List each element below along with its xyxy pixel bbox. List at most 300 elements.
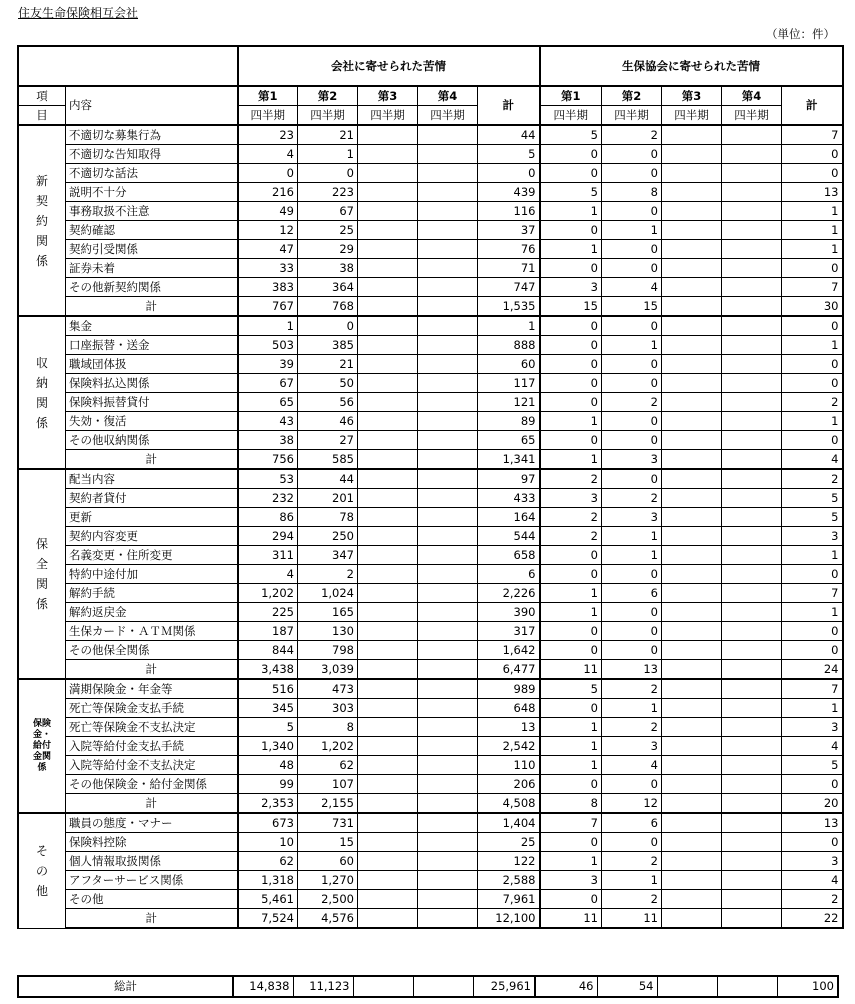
assoc-q1-cell: 0 xyxy=(540,393,602,412)
table-row xyxy=(18,584,843,603)
assoc-q1-cell: 1 xyxy=(540,202,602,221)
section-total-label: 計 xyxy=(66,450,238,470)
company-q4-cell xyxy=(418,259,478,278)
company-q1-total: 7,524 xyxy=(238,909,298,929)
assoc-q3-cell xyxy=(662,852,722,871)
company-q1-cell: 345 xyxy=(238,699,298,718)
assoc-q1-cell: 0 xyxy=(540,699,602,718)
company-q1-cell: 10 xyxy=(238,833,298,852)
assoc-q4-cell xyxy=(722,508,782,527)
company-sum-cell: 1 xyxy=(478,316,540,336)
company-sum-cell: 97 xyxy=(478,469,540,489)
company-sum-cell: 121 xyxy=(478,393,540,412)
company-q2-cell: 25 xyxy=(298,221,358,240)
company-q3-total xyxy=(358,794,418,814)
assoc-q2-cell: 0 xyxy=(602,316,662,336)
assoc-q4-cell xyxy=(722,756,782,775)
company-q3-cell xyxy=(358,603,418,622)
company-sum-cell: 206 xyxy=(478,775,540,794)
company-q1-cell: 844 xyxy=(238,641,298,660)
assoc-q2-cell: 2 xyxy=(602,489,662,508)
assoc-q3-cell xyxy=(662,508,722,527)
company-q3-cell xyxy=(358,508,418,527)
row-item: 契約内容変更 xyxy=(66,527,238,546)
assoc-q3-cell xyxy=(662,813,722,833)
assoc-q4-cell xyxy=(722,374,782,393)
assoc-q1-cell: 0 xyxy=(540,164,602,183)
company-q2-cell: 165 xyxy=(298,603,358,622)
company-q4-cell xyxy=(418,852,478,871)
company-q4-cell xyxy=(418,202,478,221)
company-sum-header: 計 xyxy=(478,86,540,125)
grand-total-assoc-q3 xyxy=(657,976,717,997)
assoc-q3-cell xyxy=(662,871,722,890)
assoc-q2-cell: 0 xyxy=(602,833,662,852)
company-q1-cell: 1 xyxy=(238,316,298,336)
assoc-q2-cell: 6 xyxy=(602,813,662,833)
company-q2-cell: 67 xyxy=(298,202,358,221)
company-sum-cell: 110 xyxy=(478,756,540,775)
assoc-q2-cell: 2 xyxy=(602,890,662,909)
row-item: 解約返戻金 xyxy=(66,603,238,622)
assoc-q4-cell xyxy=(722,278,782,297)
company-q1-cell: 99 xyxy=(238,775,298,794)
table-row xyxy=(18,336,843,355)
company-q2-header: 第2 xyxy=(298,86,358,106)
table-row xyxy=(18,890,843,909)
company-q4-cell xyxy=(418,756,478,775)
row-item: その他新契約関係 xyxy=(66,278,238,297)
company-q2-cell: 1,270 xyxy=(298,871,358,890)
assoc-q1-cell: 0 xyxy=(540,316,602,336)
company-q2-cell: 1,202 xyxy=(298,737,358,756)
section-total-label: 計 xyxy=(66,909,238,929)
grand-total-company-q4 xyxy=(413,976,473,997)
assoc-q1-cell: 0 xyxy=(540,641,602,660)
assoc-q4-cell xyxy=(722,699,782,718)
table-row xyxy=(18,508,843,527)
assoc-q1-cell: 3 xyxy=(540,278,602,297)
row-item: アフターサービス関係 xyxy=(66,871,238,890)
assoc-sum-cell: 0 xyxy=(782,259,843,278)
assoc-sum-total: 30 xyxy=(782,297,843,317)
company-q3-cell xyxy=(358,679,418,699)
company-q2-cell: 2 xyxy=(298,565,358,584)
item-header-bottom: 目 xyxy=(18,106,66,126)
category-label: 保険金・給付金関係 xyxy=(18,679,66,813)
assoc-sum-cell: 2 xyxy=(782,890,843,909)
assoc-q2-cell: 0 xyxy=(602,565,662,584)
assoc-q3-cell xyxy=(662,316,722,336)
assoc-q4-cell xyxy=(722,259,782,278)
assoc-q4-cell xyxy=(722,546,782,565)
company-q1-cell: 5 xyxy=(238,718,298,737)
company-q3-cell xyxy=(358,641,418,660)
company-q3-cell xyxy=(358,737,418,756)
table-row xyxy=(18,737,843,756)
grand-total-row xyxy=(18,976,838,997)
row-item: 契約者貸付 xyxy=(66,489,238,508)
row-item: 配当内容 xyxy=(66,469,238,489)
company-q1-cell: 86 xyxy=(238,508,298,527)
company-q4-cell xyxy=(418,355,478,374)
table-row xyxy=(18,412,843,431)
assoc-q4-cell xyxy=(722,412,782,431)
assoc-sum-cell: 0 xyxy=(782,565,843,584)
company-q1-cell: 1,202 xyxy=(238,584,298,603)
assoc-sum-cell: 7 xyxy=(782,125,843,145)
company-q4-cell xyxy=(418,622,478,641)
assoc-q4-cell xyxy=(722,833,782,852)
assoc-q2-cell: 1 xyxy=(602,871,662,890)
assoc-q2-total: 13 xyxy=(602,660,662,680)
assoc-sum-cell: 4 xyxy=(782,737,843,756)
company-q4-cell xyxy=(418,833,478,852)
company-q4-cell xyxy=(418,699,478,718)
company-q2-cell: 107 xyxy=(298,775,358,794)
assoc-q1-cell: 0 xyxy=(540,259,602,278)
company-q1-cell: 48 xyxy=(238,756,298,775)
company-q1-cell: 187 xyxy=(238,622,298,641)
company-q2-cell: 56 xyxy=(298,393,358,412)
company-sum-cell: 5 xyxy=(478,145,540,164)
company-q4-cell xyxy=(418,164,478,183)
assoc-q1-total: 11 xyxy=(540,909,602,929)
assoc-q2-cell: 0 xyxy=(602,164,662,183)
assoc-q2-cell: 3 xyxy=(602,508,662,527)
grand-total-assoc-q2: 54 xyxy=(597,976,657,997)
section-total-row xyxy=(18,450,843,470)
assoc-q2-cell: 0 xyxy=(602,259,662,278)
assoc-sum-header: 計 xyxy=(782,86,843,125)
company-q1-cell: 216 xyxy=(238,183,298,202)
company-q3-cell xyxy=(358,240,418,259)
section-total-row xyxy=(18,794,843,814)
company-q4-cell xyxy=(418,565,478,584)
row-item: 保険料振替貸付 xyxy=(66,393,238,412)
table-row xyxy=(18,546,843,565)
company-q4-cell xyxy=(418,316,478,336)
assoc-sum-cell: 3 xyxy=(782,852,843,871)
company-q1-header: 第1 xyxy=(238,86,298,106)
company-q4-total xyxy=(418,909,478,929)
company-sum-cell: 2,542 xyxy=(478,737,540,756)
company-sum-cell: 1,642 xyxy=(478,641,540,660)
row-item: 契約確認 xyxy=(66,221,238,240)
company-q4-cell xyxy=(418,431,478,450)
assoc-q1-cell: 0 xyxy=(540,890,602,909)
section-total-label: 計 xyxy=(66,660,238,680)
assoc-q1-cell: 7 xyxy=(540,813,602,833)
company-q1-cell: 33 xyxy=(238,259,298,278)
company-q2-cell: 731 xyxy=(298,813,358,833)
company-q4-cell xyxy=(418,145,478,164)
complaints-table xyxy=(17,45,844,929)
assoc-sum-cell: 5 xyxy=(782,756,843,775)
assoc-sum-cell: 0 xyxy=(782,833,843,852)
table-row xyxy=(18,775,843,794)
assoc-q3-cell xyxy=(662,183,722,202)
row-item: その他保全関係 xyxy=(66,641,238,660)
row-item: その他収納関係 xyxy=(66,431,238,450)
grand-total-assoc-q1: 46 xyxy=(535,976,597,997)
assoc-q4-total xyxy=(722,909,782,929)
assoc-q1-cell: 0 xyxy=(540,546,602,565)
assoc-q4-total xyxy=(722,297,782,317)
company-q1-cell: 673 xyxy=(238,813,298,833)
assoc-q3-total xyxy=(662,297,722,317)
company-q2-cell: 27 xyxy=(298,431,358,450)
section-total-row xyxy=(18,660,843,680)
company-q4-cell xyxy=(418,374,478,393)
company-q2-cell: 130 xyxy=(298,622,358,641)
company-sum-cell: 89 xyxy=(478,412,540,431)
company-q3-total xyxy=(358,660,418,680)
company-q4-cell xyxy=(418,641,478,660)
company-q4-period: 四半期 xyxy=(418,106,478,126)
assoc-q2-cell: 6 xyxy=(602,584,662,603)
assoc-q1-header: 第1 xyxy=(540,86,602,106)
assoc-q2-cell: 4 xyxy=(602,756,662,775)
assoc-q2-header: 第2 xyxy=(602,86,662,106)
company-q4-cell xyxy=(418,240,478,259)
assoc-q2-cell: 1 xyxy=(602,546,662,565)
assoc-q4-cell xyxy=(722,469,782,489)
table-row xyxy=(18,603,843,622)
company-q1-cell: 53 xyxy=(238,469,298,489)
category-label: 収納関係 xyxy=(18,316,66,469)
assoc-sum-cell: 2 xyxy=(782,393,843,412)
company-q1-cell: 0 xyxy=(238,164,298,183)
assoc-q4-cell xyxy=(722,431,782,450)
section-total-row xyxy=(18,297,843,317)
company-q2-cell: 15 xyxy=(298,833,358,852)
company-q4-cell xyxy=(418,775,478,794)
company-sum-cell: 76 xyxy=(478,240,540,259)
company-q2-cell: 303 xyxy=(298,699,358,718)
assoc-q3-total xyxy=(662,794,722,814)
assoc-sum-cell: 0 xyxy=(782,355,843,374)
row-item: その他保険金・給付金関係 xyxy=(66,775,238,794)
assoc-q3-cell xyxy=(662,355,722,374)
assoc-q4-cell xyxy=(722,183,782,202)
assoc-q1-cell: 1 xyxy=(540,756,602,775)
company-q2-cell: 0 xyxy=(298,316,358,336)
table-row xyxy=(18,278,843,297)
row-item: 不適切な告知取得 xyxy=(66,145,238,164)
row-item: 事務取扱不注意 xyxy=(66,202,238,221)
company-q4-cell xyxy=(418,679,478,699)
assoc-q3-header: 第3 xyxy=(662,86,722,106)
assoc-q4-cell xyxy=(722,813,782,833)
company-q3-cell xyxy=(358,565,418,584)
assoc-q1-total: 11 xyxy=(540,660,602,680)
assoc-q2-cell: 0 xyxy=(602,412,662,431)
company-sum-cell: 390 xyxy=(478,603,540,622)
assoc-q4-cell xyxy=(722,641,782,660)
assoc-sum-cell: 3 xyxy=(782,718,843,737)
assoc-sum-cell: 4 xyxy=(782,871,843,890)
table-row xyxy=(18,833,843,852)
assoc-sum-total: 22 xyxy=(782,909,843,929)
table-row xyxy=(18,145,843,164)
company-q2-total: 2,155 xyxy=(298,794,358,814)
assoc-q2-cell: 2 xyxy=(602,679,662,699)
table-row xyxy=(18,183,843,202)
table-row xyxy=(18,813,843,833)
company-q3-cell xyxy=(358,546,418,565)
company-q3-cell xyxy=(358,412,418,431)
assoc-q3-cell xyxy=(662,221,722,240)
section-total-row xyxy=(18,909,843,929)
company-q3-cell xyxy=(358,527,418,546)
table-row xyxy=(18,221,843,240)
assoc-q1-cell: 1 xyxy=(540,603,602,622)
company-sum-cell: 2,588 xyxy=(478,871,540,890)
company-q1-cell: 516 xyxy=(238,679,298,699)
company-q3-cell xyxy=(358,221,418,240)
company-sum-cell: 648 xyxy=(478,699,540,718)
assoc-q1-cell: 2 xyxy=(540,469,602,489)
company-q2-period: 四半期 xyxy=(298,106,358,126)
assoc-q1-cell: 0 xyxy=(540,221,602,240)
assoc-q2-cell: 0 xyxy=(602,202,662,221)
company-q4-cell xyxy=(418,336,478,355)
assoc-q2-cell: 0 xyxy=(602,355,662,374)
assoc-q1-cell: 5 xyxy=(540,183,602,202)
company-q2-cell: 1,024 xyxy=(298,584,358,603)
assoc-sum-total: 24 xyxy=(782,660,843,680)
assoc-q3-cell xyxy=(662,565,722,584)
assoc-q3-cell xyxy=(662,202,722,221)
grand-total-label: 総計 xyxy=(18,976,233,997)
company-q1-cell: 4 xyxy=(238,565,298,584)
assoc-q4-total xyxy=(722,450,782,470)
company-q3-cell xyxy=(358,871,418,890)
company-sum-cell: 25 xyxy=(478,833,540,852)
assoc-q3-cell xyxy=(662,679,722,699)
assoc-q4-period: 四半期 xyxy=(722,106,782,126)
row-item: 入院等給付金不支払決定 xyxy=(66,756,238,775)
company-q1-cell: 65 xyxy=(238,393,298,412)
company-q4-cell xyxy=(418,469,478,489)
company-q2-cell: 38 xyxy=(298,259,358,278)
row-item: 不適切な話法 xyxy=(66,164,238,183)
assoc-sum-cell: 1 xyxy=(782,240,843,259)
assoc-q3-cell xyxy=(662,775,722,794)
company-sum-cell: 37 xyxy=(478,221,540,240)
company-q4-cell xyxy=(418,508,478,527)
company-q2-cell: 29 xyxy=(298,240,358,259)
row-item: 不適切な募集行為 xyxy=(66,125,238,145)
company-q3-cell xyxy=(358,259,418,278)
assoc-q3-cell xyxy=(662,336,722,355)
header-row-groups xyxy=(18,46,843,86)
assoc-q4-cell xyxy=(722,890,782,909)
company-q4-cell xyxy=(418,489,478,508)
company-q2-cell: 50 xyxy=(298,374,358,393)
company-q2-cell: 1 xyxy=(298,145,358,164)
assoc-q3-total xyxy=(662,660,722,680)
assoc-q4-header: 第4 xyxy=(722,86,782,106)
table-row xyxy=(18,756,843,775)
assoc-q2-cell: 1 xyxy=(602,527,662,546)
unit-label: （単位：件） xyxy=(766,27,835,41)
assoc-q2-cell: 1 xyxy=(602,221,662,240)
table-row xyxy=(18,125,843,145)
assoc-q4-cell xyxy=(722,737,782,756)
company-sum-cell: 0 xyxy=(478,164,540,183)
table-row xyxy=(18,431,843,450)
row-item: 保険料払込関係 xyxy=(66,374,238,393)
assoc-q4-cell xyxy=(722,622,782,641)
table-row xyxy=(18,718,843,737)
company-sum-cell: 60 xyxy=(478,355,540,374)
company-q1-total: 756 xyxy=(238,450,298,470)
assoc-q2-cell: 2 xyxy=(602,852,662,871)
row-item: 解約手続 xyxy=(66,584,238,603)
company-q3-cell xyxy=(358,355,418,374)
assoc-q4-cell xyxy=(722,393,782,412)
company-sum-cell: 7,961 xyxy=(478,890,540,909)
assoc-q1-cell: 5 xyxy=(540,125,602,145)
company-q4-cell xyxy=(418,527,478,546)
table-row xyxy=(18,622,843,641)
company-q1-cell: 47 xyxy=(238,240,298,259)
table-row xyxy=(18,202,843,221)
company-q1-cell: 1,340 xyxy=(238,737,298,756)
company-q2-cell: 78 xyxy=(298,508,358,527)
assoc-q3-cell xyxy=(662,641,722,660)
grand-total-company-sum: 25,961 xyxy=(473,976,535,997)
company-q4-header: 第4 xyxy=(418,86,478,106)
company-q4-total xyxy=(418,450,478,470)
assoc-sum-cell: 5 xyxy=(782,489,843,508)
assoc-sum-cell: 0 xyxy=(782,641,843,660)
row-item: 職域団体扱 xyxy=(66,355,238,374)
company-sum-cell: 658 xyxy=(478,546,540,565)
company-q3-cell xyxy=(358,584,418,603)
row-item: 集金 xyxy=(66,316,238,336)
company-q2-cell: 21 xyxy=(298,125,358,145)
assoc-q3-cell xyxy=(662,164,722,183)
assoc-q1-cell: 2 xyxy=(540,527,602,546)
assoc-q4-cell xyxy=(722,775,782,794)
company-sum-cell: 65 xyxy=(478,431,540,450)
table-row xyxy=(18,259,843,278)
assoc-q2-cell: 2 xyxy=(602,125,662,145)
assoc-sum-cell: 0 xyxy=(782,775,843,794)
company-sum-total: 1,535 xyxy=(478,297,540,317)
company-q3-cell xyxy=(358,316,418,336)
company-sum-cell: 1,404 xyxy=(478,813,540,833)
company-q4-cell xyxy=(418,603,478,622)
row-item: 更新 xyxy=(66,508,238,527)
table-row xyxy=(18,565,843,584)
assoc-q4-cell xyxy=(722,852,782,871)
company-q1-cell: 12 xyxy=(238,221,298,240)
company-q2-cell: 44 xyxy=(298,469,358,489)
assoc-q4-total xyxy=(722,794,782,814)
row-item: 証券未着 xyxy=(66,259,238,278)
assoc-q3-cell xyxy=(662,603,722,622)
header-row-quarters xyxy=(18,86,843,106)
company-q2-total: 585 xyxy=(298,450,358,470)
assoc-sum-cell: 5 xyxy=(782,508,843,527)
assoc-q1-cell: 0 xyxy=(540,374,602,393)
row-item: 入院等給付金支払手続 xyxy=(66,737,238,756)
assoc-q2-total: 12 xyxy=(602,794,662,814)
